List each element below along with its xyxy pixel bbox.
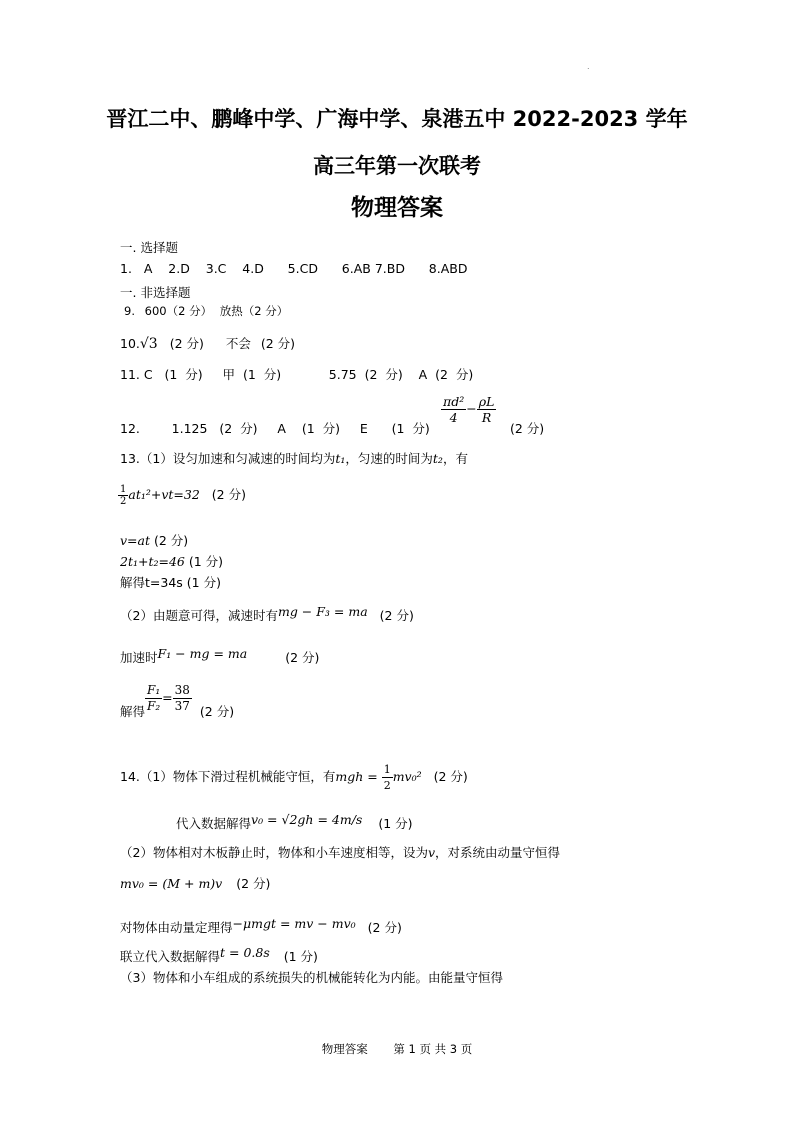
q11-answer: 11. C (1 分) 甲 (1 分) 5.75 (2 分) A (2 分)	[120, 367, 474, 382]
corner-mark: .	[587, 62, 590, 71]
q13-part4	[120, 683, 235, 719]
q10-answer	[120, 334, 295, 352]
q13-eq4-lead: 解得	[120, 575, 146, 590]
q13-eq1-body: at₁²+vt=32	[128, 487, 200, 502]
q14-part1-eq-a: mgh =	[335, 769, 378, 784]
q9-value: 600	[144, 304, 167, 318]
q9-answer	[124, 303, 288, 319]
q14-part3-v: v	[427, 845, 436, 860]
exam-title-line2: 高三年第一次联考	[313, 154, 481, 178]
q13-eq4	[120, 573, 221, 591]
q13-eq4-body: t=34s	[145, 575, 183, 590]
q14-part7: （3）物体和小车组成的系统损失的机械能转化为内能。由能量守恒得	[120, 970, 503, 985]
q13-eq2	[120, 531, 188, 549]
q14-part5-text: 对物体由动量定理得	[120, 920, 233, 935]
q12-score: (2 分)	[510, 421, 545, 436]
q13-eq1	[118, 484, 246, 507]
q14-part4-eq: mv₀ = (M + m)v	[120, 876, 223, 891]
section-choice-heading: 一. 选择题	[120, 240, 178, 255]
q13-part2-text: （2）由题意可得，减速时有	[120, 608, 278, 623]
q14-half-den: 2	[383, 779, 391, 792]
q13-part3-score: (2 分)	[285, 650, 320, 665]
q13-intro-mid: ，匀速的时间为	[345, 451, 433, 466]
q14-part4-score: (2 分)	[236, 876, 271, 891]
q13-eq3-body: 2t₁+t₂=46	[120, 554, 185, 569]
exam-title-line3: 物理答案	[351, 195, 443, 221]
q13-eq1-score: (2 分)	[211, 487, 246, 502]
q12-frac1-num: πd²	[443, 394, 465, 409]
q13-part2-score: (2 分)	[379, 608, 414, 623]
q13-part4-score: (2 分)	[199, 704, 235, 719]
q13-part2	[120, 606, 414, 624]
q13-intro-text: 13.（1）设匀加速和匀减速的时间均为	[120, 451, 336, 466]
q14-part4	[120, 874, 270, 892]
footer-page-number: 第 1 页 共 3 页	[393, 1042, 473, 1056]
q14-part2	[176, 814, 413, 832]
q14-part6-eq: t = 0.8s	[220, 945, 270, 960]
q13-part4-num: F₁	[147, 683, 161, 697]
q14-part2-score: (1 分)	[378, 816, 413, 831]
q14-part1-eq-b: mv₀²	[392, 769, 422, 784]
q13-t2: t₂	[432, 451, 443, 466]
q10-score2: (2 分)	[260, 336, 296, 351]
q13-part4-rnum: 38	[174, 683, 190, 697]
q12-minus: −	[466, 401, 477, 416]
q13-part4-den: F₂	[147, 699, 161, 713]
q9-value2: 放热	[219, 304, 243, 318]
q13-intro	[120, 449, 468, 467]
q14-part1-score: (2 分)	[433, 769, 468, 784]
q14-part5-score: (2 分)	[367, 920, 402, 935]
page-footer	[0, 1041, 794, 1057]
exam-title-line1: 晋江二中、鹏峰中学、广海中学、泉港五中 2022-2023 学年	[106, 107, 688, 131]
q13-eq4-score: (1 分)	[186, 575, 221, 590]
q14-part3-end: ，对系统由动量守恒得	[435, 845, 561, 860]
q9-number: 9.	[124, 304, 135, 318]
q10-root: √3	[139, 336, 158, 352]
q13-part3	[120, 648, 319, 666]
choice-answers: 1. A 2.D 3.C 4.D 5.CD 6.AB 7.BD 8.ABD	[120, 261, 468, 276]
q14-part5	[120, 918, 402, 936]
q14-part6-score: (1 分)	[283, 949, 318, 964]
q13-eq2-body: v=at	[120, 533, 151, 548]
q12-frac2-den: R	[481, 410, 492, 425]
q13-eq1-half-num: 1	[120, 484, 127, 495]
q14-half-num: 1	[383, 763, 391, 776]
q14-part1	[120, 762, 468, 793]
q14-part3-text: （2）物体相对木板静止时，物体和小车速度相等，设为	[120, 845, 428, 860]
q13-part2-eq: mg − F₃ = ma	[277, 604, 368, 619]
q13-t1: t₁	[335, 451, 346, 466]
footer-doc-name: 物理答案	[321, 1042, 368, 1056]
q9-score1: （2 分）	[166, 304, 213, 318]
q13-part4-text: 解得	[120, 704, 146, 719]
q12-frac1-den: 4	[449, 410, 458, 425]
q14-part2-text: 代入数据解得	[176, 816, 252, 831]
q13-intro-end: ，有	[442, 451, 468, 466]
q13-part4-rden: 37	[174, 699, 190, 713]
q12-frac2-num: ρL	[478, 394, 495, 409]
q10-score1: (2 分)	[169, 336, 204, 351]
q14-part6	[120, 947, 318, 965]
q14-part2-eq: v₀ = √2gh = 4m/s	[251, 812, 363, 827]
q13-part4-equals: =	[162, 690, 173, 705]
q9-score2: （2 分）	[242, 304, 289, 318]
q10-value2: 不会	[225, 336, 251, 351]
q14-part5-eq: −μmgt = mv − mv₀	[232, 916, 356, 931]
q10-number: 10.	[120, 336, 140, 351]
q13-part3-text: 加速时	[120, 650, 158, 665]
section-nonchoice-heading: 一. 非选择题	[120, 285, 191, 300]
q13-eq2-score: (2 分)	[154, 533, 189, 548]
q14-part3	[120, 843, 560, 861]
q12-formula	[441, 394, 496, 425]
q13-eq1-half-den: 2	[120, 496, 127, 507]
q14-part6-text: 联立代入数据解得	[120, 949, 221, 964]
q13-part3-eq: F₁ − mg = ma	[157, 646, 248, 661]
q12-answer: 12. 1.125 (2 分) A (1 分) E (1 分)	[120, 421, 430, 436]
q13-eq3-score: (1 分)	[188, 554, 224, 569]
q13-eq3	[120, 552, 223, 570]
q14-part1-text: 14.（1）物体下滑过程机械能守恒，有	[120, 769, 336, 784]
